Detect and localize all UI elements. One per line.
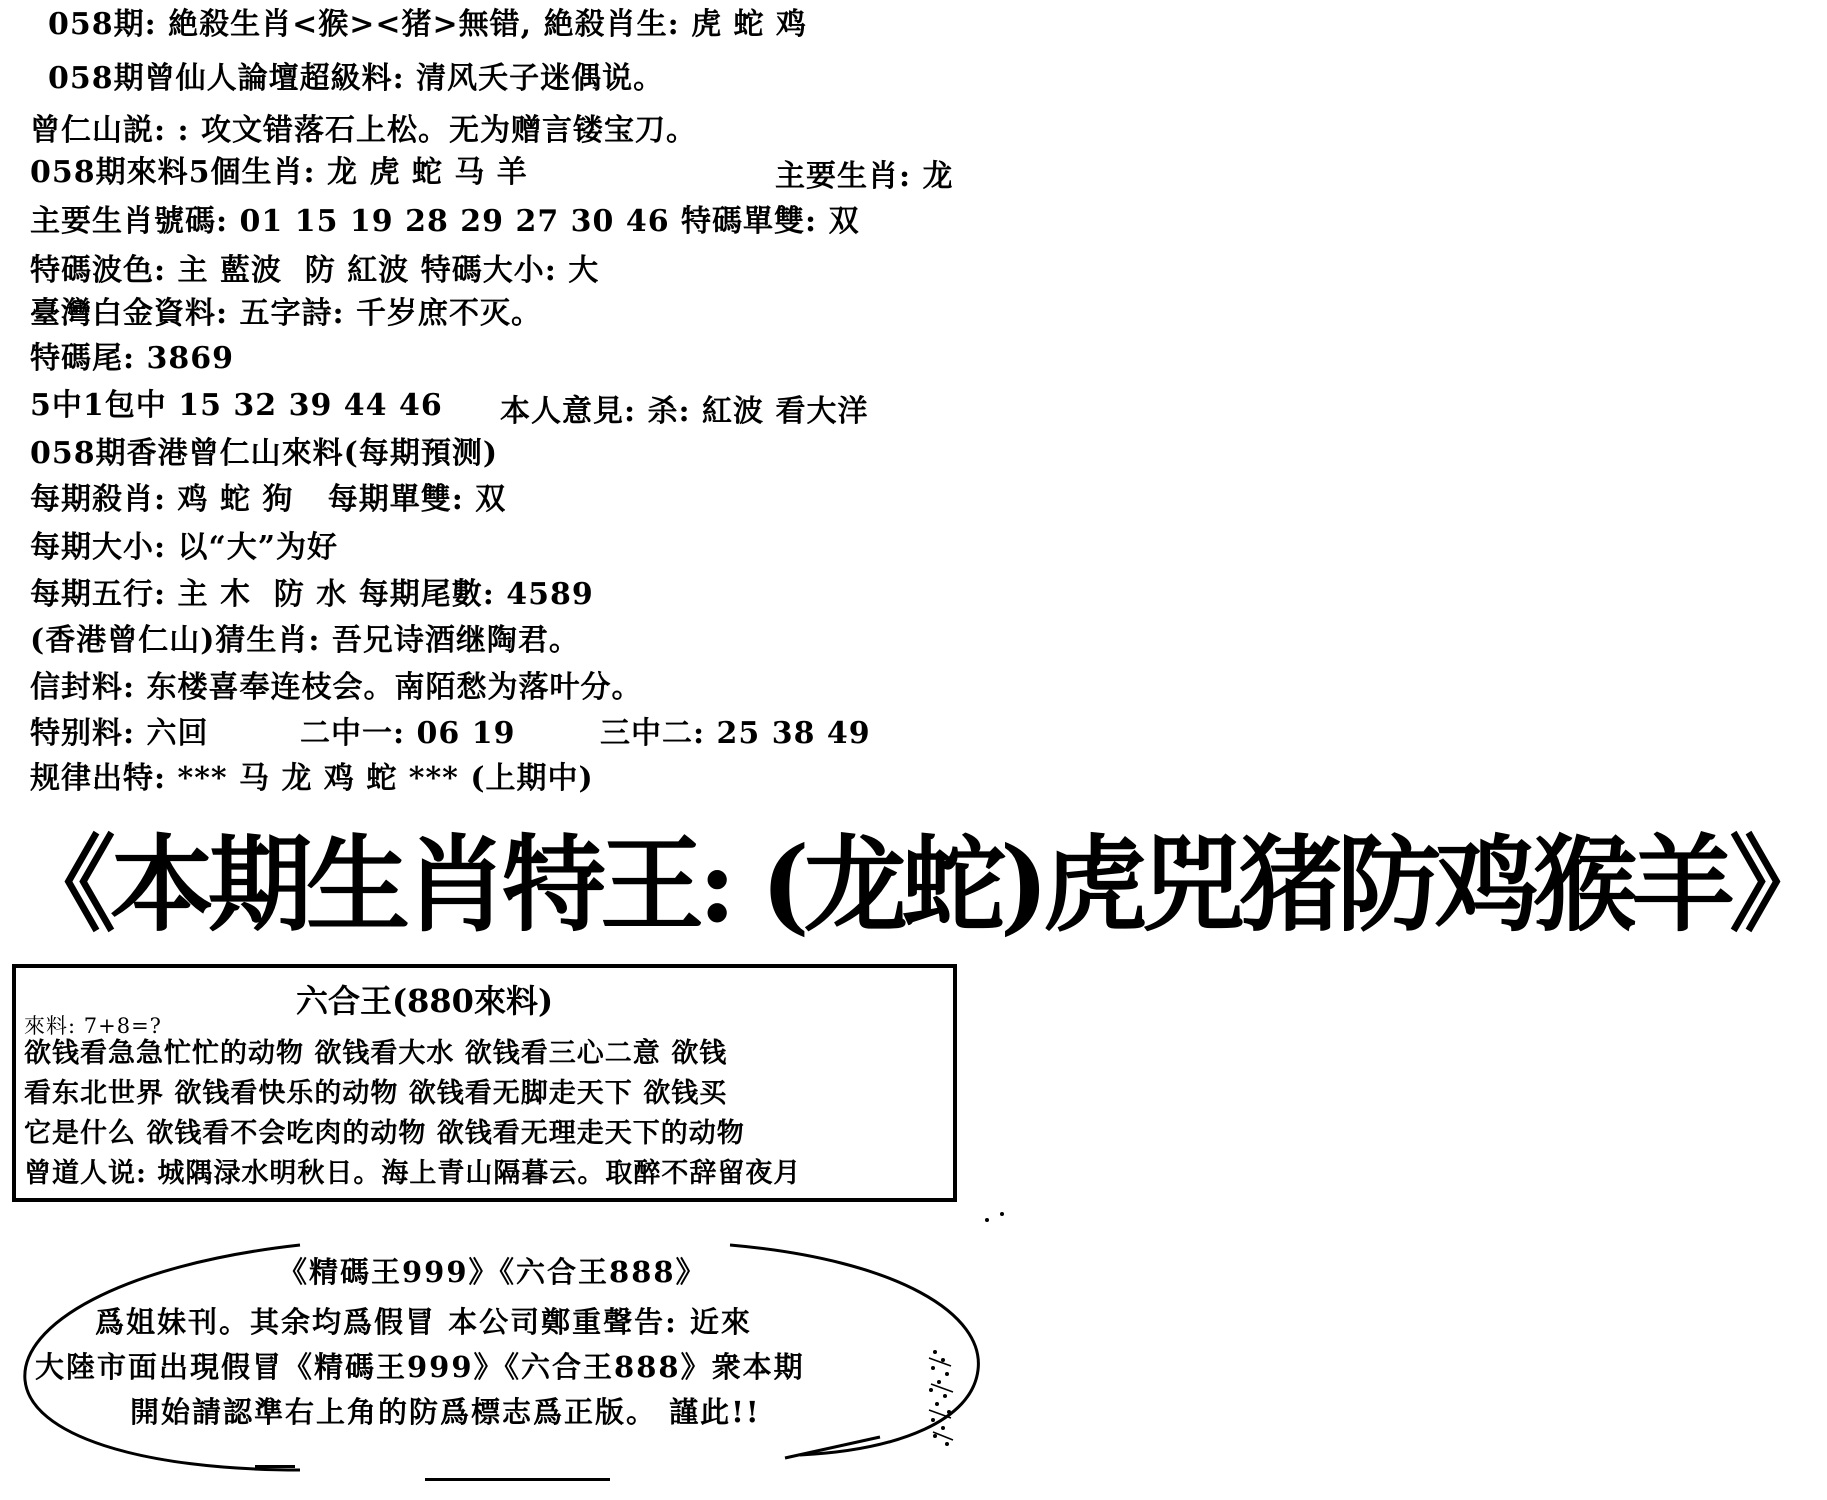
box-formula: 來料: 7+8=? <box>24 1014 162 1038</box>
line-envelope: 信封料: 东楼喜奉连枝会。南陌愁为落叶分。 <box>30 670 643 705</box>
line-five-zodiacs: 058期來料5個生肖: 龙 虎 蛇 马 羊 <box>30 155 528 190</box>
notice-line: 大陸市面出現假冒《精碼王999》《六合王888》衆本期 <box>35 1350 805 1384</box>
box-line: 欲钱看急急忙忙的动物 欲钱看大水 欲钱看三心二意 欲钱 <box>24 1038 728 1069</box>
notice-title: 《精碼王999》《六合王888》 <box>278 1255 707 1289</box>
line-three-in-two: 三中二: 25 38 49 <box>600 716 871 751</box>
liuhe-king-box <box>12 964 957 1202</box>
box-line: 它是什么 欲钱看不会吃肉的动物 欲钱看无理走天下的动物 <box>24 1118 745 1149</box>
line-forum-material: 058期曾仙人論壇超級料: 清风夭子迷偶说。 <box>48 61 665 96</box>
box-line: 曾道人说: 城隅渌水明秋日。海上青山隔暮云。取醉不辞留夜月 <box>24 1158 802 1189</box>
line-taiwan-platinum: 臺灣白金資料: 五字詩: 千岁庶不灭。 <box>30 296 543 331</box>
line-hk-zeng-material: 058期香港曾仁山來料(每期預测) <box>30 436 499 471</box>
notice-line: 爲姐妹刊。其余均爲假冒 本公司鄭重聲告: 近來 <box>95 1305 752 1339</box>
box-title: 六合王(880來料) <box>296 982 554 1020</box>
line-opinion: 本人意見: 杀: 紅波 看大洋 <box>500 394 869 429</box>
line-special-material: 特别料: 六回 <box>30 716 209 751</box>
line-guess-zodiac: (香港曾仁山)猜生肖: 吾兄诗酒继陶君。 <box>30 623 580 658</box>
line-kill-zodiac: 058期: 絶殺生肖<猴><猪>無错, 絶殺肖生: 虎 蛇 鸡 <box>48 7 807 42</box>
line-size-per-period: 每期大小: 以“大”为好 <box>30 530 339 565</box>
line-zeng-renshan-says: 曾仁山説: : 攻文错落石上松。无为赠言镂宝刀。 <box>30 113 698 148</box>
notice-line: 開始請認準右上角的防爲標志爲正版。 謹此!! <box>130 1395 761 1429</box>
anti-counterfeit-stamp <box>925 1340 965 1460</box>
box-line: 看东北世界 欲钱看快乐的动物 欲钱看无脚走天下 欲钱买 <box>24 1078 728 1109</box>
line-wave-color: 特碼波色: 主 藍波 防 紅波 特碼大小: 大 <box>30 253 600 288</box>
line-two-in-one: 二中一: 06 19 <box>300 716 516 751</box>
bottom-dash <box>255 1465 295 1468</box>
line-kill-per-period: 每期殺肖: 鸡 蛇 狗 每期單雙: 双 <box>30 482 507 517</box>
line-pattern: 规律出特: *** 马 龙 鸡 蛇 *** (上期中) <box>30 761 594 796</box>
line-elements: 每期五行: 主 木 防 水 每期尾數: 4589 <box>30 577 594 612</box>
headline-banner: 《本期生肖特王: (龙蛇)虎兕猪防鸡猴羊》 <box>12 823 1827 946</box>
bottom-dash <box>425 1478 610 1481</box>
line-main-zodiac: 主要生肖: 龙 <box>775 159 954 194</box>
line-tail: 特碼尾: 3869 <box>30 341 235 376</box>
line-main-numbers: 主要生肖號碼: 01 15 19 28 29 27 30 46 特碼單雙: 双 <box>30 204 860 239</box>
line-five-in-one: 5中1包中 15 32 39 44 46 <box>30 388 443 423</box>
